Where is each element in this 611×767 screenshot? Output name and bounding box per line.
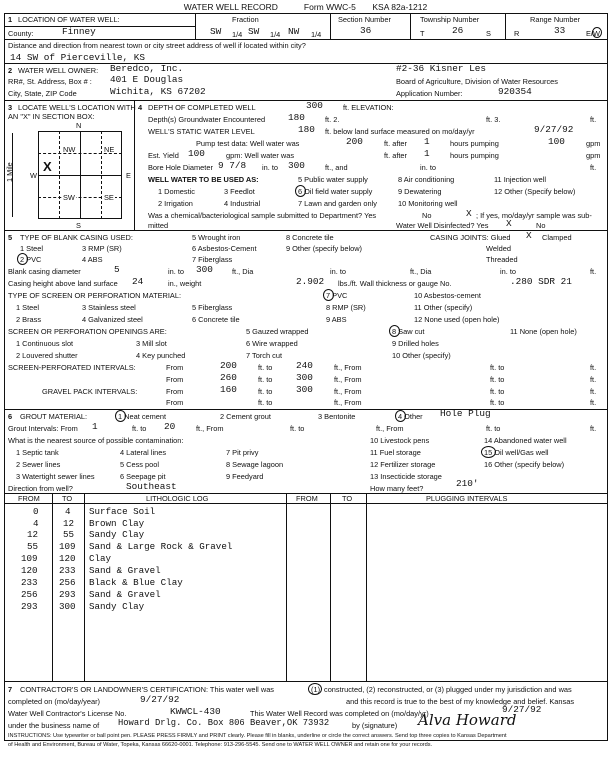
diameter-to-value[interactable]: 300 xyxy=(196,264,213,275)
chem-no: No xyxy=(422,211,432,220)
grout-ft-to-3: ft. to xyxy=(486,424,501,433)
height-value[interactable]: 24 xyxy=(132,276,144,287)
grout-from-value[interactable]: 1 xyxy=(92,421,98,432)
cert-line-3b: This Water Well Record was completed on (mo/day/yr) xyxy=(250,709,429,718)
height-label: Casing height above land surface xyxy=(8,279,118,288)
groundwater-label: Depth(s) Groundwater Encountered xyxy=(148,115,266,124)
section-6-number: 6 xyxy=(8,412,13,421)
cert-license-label: Water Well Contractor's License No. xyxy=(8,709,127,718)
casing-abs[interactable]: 4 ABS xyxy=(82,255,103,264)
contam-pit[interactable]: 7 Pit privy xyxy=(226,448,259,457)
gravel-ft-2: ft., From xyxy=(334,398,362,407)
weight-value[interactable]: 2.902 xyxy=(296,276,325,287)
chem-x[interactable]: X xyxy=(466,208,472,219)
range-ew: E/W xyxy=(586,29,600,38)
log-to[interactable]: 55 xyxy=(63,529,75,540)
gravel-to-b: ft. to xyxy=(490,387,505,396)
chem-rest: ; If yes, mo/day/yr sample was sub- xyxy=(476,211,592,220)
pump-after: ft. after xyxy=(384,139,408,148)
locate-label-2: AN "X" IN SECTION BOX: xyxy=(8,112,95,121)
section-7-number: 7 xyxy=(8,685,13,694)
static-date[interactable]: 9/27/92 xyxy=(534,124,574,135)
log-row xyxy=(7,590,604,601)
range-label: Range Number xyxy=(530,15,581,24)
diameter-ft-dia-2: ft., Dia xyxy=(410,267,432,276)
county-label: County: xyxy=(8,29,34,38)
pump-value[interactable]: 200 xyxy=(346,136,363,147)
range-west-circle xyxy=(592,27,602,38)
distance-value[interactable]: 14 SW of Pierceville, KS xyxy=(10,52,146,63)
perf-from-1-value[interactable]: 200 xyxy=(220,360,237,371)
perf-to-1b: ft. to xyxy=(490,363,505,372)
use-industrial[interactable]: 4 Industrial xyxy=(224,199,261,208)
log-row xyxy=(7,542,604,553)
gravel-to: ft. to xyxy=(258,387,273,396)
perf-to-2-value[interactable]: 300 xyxy=(296,372,313,383)
static-label: WELL'S STATIC WATER LEVEL xyxy=(148,127,255,136)
yield-hours[interactable]: 1 xyxy=(424,148,430,159)
direction-value[interactable]: Southeast xyxy=(126,481,177,492)
contam-livestock[interactable]: 10 Livestock pens xyxy=(370,436,430,445)
use-monitoring[interactable]: 10 Monitoring well xyxy=(398,199,458,208)
diameter-ft: ft. xyxy=(590,267,597,276)
perf-from-1: From xyxy=(166,363,184,372)
use-other[interactable]: 12 Other (Specify below) xyxy=(494,187,576,196)
log-to[interactable]: 12 xyxy=(63,518,75,529)
application-value[interactable]: 920354 xyxy=(498,86,532,97)
yield-gpm: gpm: Well water was xyxy=(226,151,295,160)
open-wire[interactable]: 6 Wire wrapped xyxy=(246,339,298,348)
log-row xyxy=(7,530,604,541)
owner-label: WATER WELL OWNER: xyxy=(18,66,99,75)
instructions-line-1: INSTRUCTIONS: Use typewriter or ball point pen. PLEASE PRESS FIRMLY and PRINT clearly. Please fill in blanks, underline or circle the correct answers. Send top three copies to Kansas Department xyxy=(8,733,507,739)
casing-concrete[interactable]: 8 Concrete tile xyxy=(286,233,334,242)
fraction-1[interactable]: SW xyxy=(210,26,222,37)
instructions-line-2: of Health and Environment, Bureau of Water, Topeka, Kansas 66620-0001. Telephone: 913-296-5545. Send one to WATER WELL OWNER and retain one for your records. xyxy=(8,742,433,748)
log-from[interactable]: 233 xyxy=(21,577,38,588)
log-from[interactable]: 12 xyxy=(27,529,39,540)
contam-insecticide[interactable]: 13 Insecticide storage xyxy=(370,472,442,481)
use-domestic[interactable]: 1 Domestic xyxy=(158,187,195,196)
section-5-number: 5 xyxy=(8,233,13,242)
joints-glued-x[interactable]: X xyxy=(526,230,532,241)
quarter-1: 1/4 xyxy=(232,30,243,39)
screen-rmp[interactable]: 8 RMP (SR) xyxy=(326,303,366,312)
log-lithology[interactable]: Sandy Clay xyxy=(89,529,145,540)
screen-asbestos[interactable]: 10 Asbestos-cement xyxy=(414,291,481,300)
static-value[interactable]: 180 xyxy=(298,124,315,135)
perf-ft-2b: ft. xyxy=(590,375,597,384)
grout-cement[interactable]: 2 Cement grout xyxy=(220,412,271,421)
log-lithology[interactable]: Sandy Clay xyxy=(89,601,145,612)
log-header-from-2: FROM xyxy=(296,494,318,503)
perf-from-2-value[interactable]: 260 xyxy=(220,372,237,383)
mitted-label: mitted xyxy=(148,221,169,230)
gravel-from-2: From xyxy=(166,398,184,407)
use-dewatering[interactable]: 9 Dewatering xyxy=(398,187,442,196)
casing-rmp[interactable]: 3 RMP (SR) xyxy=(82,244,122,253)
open-key[interactable]: 4 Key punched xyxy=(136,351,186,360)
yield-gpm-label: gpm xyxy=(586,151,601,160)
use-injection[interactable]: 11 Injection well xyxy=(494,175,547,184)
open-saw[interactable]: 8 Saw cut xyxy=(392,327,425,336)
log-from[interactable]: 0 xyxy=(33,506,39,517)
log-row xyxy=(7,507,604,518)
cert-line-2b: and this record is true to the best of my knowledge and belief. Kansas xyxy=(346,697,575,706)
contam-lagoon[interactable]: 8 Sewage lagoon xyxy=(226,460,284,469)
casing-wrought[interactable]: 5 Wrought iron xyxy=(192,233,241,242)
township-label: Township Number xyxy=(420,15,480,24)
groundwater-1[interactable]: 180 xyxy=(288,112,305,123)
bore-label: Bore Hole Diameter xyxy=(148,163,213,172)
grout-neat-circle xyxy=(115,410,126,422)
log-row xyxy=(7,566,604,577)
range-value[interactable]: 33 xyxy=(554,25,566,36)
grout-ft: ft. xyxy=(590,424,597,433)
diameter-in-to: in. to xyxy=(168,267,185,276)
diameter-in-to-2: in. to xyxy=(330,267,347,276)
pump-hours[interactable]: 1 xyxy=(424,136,430,147)
pump-label: Pump test data: Well water was xyxy=(196,139,300,148)
location-label: LOCATION OF WATER WELL: xyxy=(18,15,120,24)
quarter-2: 1/4 xyxy=(270,30,281,39)
grout-to-value[interactable]: 20 xyxy=(164,421,176,432)
diameter-ft-dia: ft., Dia xyxy=(232,267,254,276)
mile-scale-label: 1 Mile xyxy=(5,162,14,182)
joints-threaded[interactable]: Threaded xyxy=(486,255,518,264)
cert-business-label: under the business name of xyxy=(8,721,100,730)
contam-seepage[interactable]: 6 Seepage pit xyxy=(120,472,166,481)
log-header-plugging: PLUGGING INTERVALS xyxy=(426,494,508,503)
open-gauzed[interactable]: 5 Gauzed wrapped xyxy=(246,327,309,336)
contam-fertilizer[interactable]: 12 Fertilizer storage xyxy=(370,460,436,469)
screen-brass[interactable]: 2 Brass xyxy=(16,315,42,324)
log-lithology[interactable]: Surface Soil xyxy=(89,506,156,517)
cert-signature[interactable]: Alva Howard xyxy=(418,711,517,729)
application-label: Application Number: xyxy=(396,89,463,98)
section-3-number: 3 xyxy=(8,103,13,112)
static-rest: ft. below land surface measured on mo/day/yr xyxy=(325,127,475,136)
form-title: WATER WELL RECORD xyxy=(183,2,278,12)
casing-steel[interactable]: 1 Steel xyxy=(20,244,44,253)
cert-constructed-circle xyxy=(308,683,322,695)
use-air[interactable]: 8 Air conditioning xyxy=(398,175,455,184)
grid-sw: SW xyxy=(63,193,75,202)
fraction-3[interactable]: NW xyxy=(288,26,300,37)
address-label: RR#, St. Address, Box # : xyxy=(8,77,92,86)
cert-line-1: CONTRACTOR'S OR LANDOWNER'S CERTIFICATION: This water well was xyxy=(20,685,274,694)
joints-label: CASING JOINTS: Glued xyxy=(430,233,511,242)
owner-value[interactable]: Beredco, Inc. xyxy=(110,63,184,74)
diameter-in-to-3: in. to xyxy=(500,267,517,276)
fraction-2[interactable]: SW xyxy=(248,26,260,37)
gravel-ft-2b: ft. xyxy=(590,398,597,407)
city-label: City, State, ZIP Code xyxy=(8,89,77,98)
grid-ne: NE xyxy=(104,145,115,154)
grout-ft-from: ft., From xyxy=(196,424,224,433)
contam-sewer[interactable]: 2 Sewer lines xyxy=(16,460,61,469)
open-saw-circle xyxy=(389,325,400,337)
openings-label: SCREEN OR PERFORATION OPENINGS ARE: xyxy=(8,327,167,336)
perf-label: SCREEN-PERFORATED INTERVALS: xyxy=(8,363,136,372)
log-to[interactable]: 256 xyxy=(59,577,76,588)
log-lithology[interactable]: Brown Clay xyxy=(89,518,145,529)
use-irrigation[interactable]: 2 Irrigation xyxy=(158,199,193,208)
pump-gpm[interactable]: 100 xyxy=(548,136,565,147)
use-lawn[interactable]: 7 Lawn and garden only xyxy=(298,199,377,208)
log-row xyxy=(7,602,604,613)
gravel-ft-b: ft. xyxy=(590,387,597,396)
log-lithology[interactable]: Sand & Large Rock & Gravel xyxy=(89,541,233,552)
casing-pvc-circle xyxy=(17,253,28,265)
open-torch[interactable]: 7 Torch cut xyxy=(246,351,283,360)
screen-other[interactable]: 11 Other (specify) xyxy=(414,303,473,312)
log-from[interactable]: 256 xyxy=(21,589,38,600)
contam-septic[interactable]: 1 Septic tank xyxy=(16,448,59,457)
contam-watertight[interactable]: 3 Watertight sewer lines xyxy=(16,472,95,481)
log-header-to-2: TO xyxy=(342,494,353,503)
log-row xyxy=(7,554,604,565)
section-2-number: 2 xyxy=(8,66,13,75)
gravel-to-2b: ft. to xyxy=(490,398,505,407)
groundwater-rest: ft. 2. xyxy=(325,115,340,124)
log-to[interactable]: 4 xyxy=(65,506,71,517)
groundwater-3-label: ft. 3. xyxy=(486,115,501,124)
section-4-number: 4 xyxy=(138,103,143,112)
address-value[interactable]: 401 E Douglas xyxy=(110,74,184,85)
gravel-ft: ft., From xyxy=(334,387,362,396)
perf-to-2b: ft. to xyxy=(490,375,505,384)
bore-to-value[interactable]: 300 xyxy=(288,160,305,171)
bore-ft-2: ft. xyxy=(590,163,597,172)
ksa-reference: KSA 82a-1212 xyxy=(372,2,428,12)
disinfected-label: Water Well Disinfected? Yes xyxy=(396,221,489,230)
section-1-number: 1 xyxy=(8,15,13,24)
contam-abandoned[interactable]: 14 Abandoned water well xyxy=(484,436,567,445)
casing-label: TYPE OF BLANK CASING USED: xyxy=(20,233,133,242)
chem-label: Was a chemical/bacteriological sample submitted to Department? Yes xyxy=(148,211,377,220)
contam-oil-gas-circle xyxy=(481,446,496,458)
yield-value[interactable]: 100 xyxy=(188,148,205,159)
diameter-label: Blank casing diameter xyxy=(8,267,81,276)
township-value[interactable]: 26 xyxy=(452,25,464,36)
contam-cess[interactable]: 5 Cess pool xyxy=(120,460,160,469)
disinfected-x[interactable]: X xyxy=(506,218,512,229)
use-public[interactable]: 5 Public water supply xyxy=(298,175,368,184)
cert-license-value[interactable]: KWWCL-430 xyxy=(170,706,221,717)
perf-to-1: ft. to xyxy=(258,363,273,372)
gravel-from: From xyxy=(166,387,184,396)
grout-bentonite[interactable]: 3 Bentonite xyxy=(318,412,356,421)
direction-label: Direction from well? xyxy=(8,484,73,493)
east-label: E xyxy=(126,171,131,180)
screen-concrete[interactable]: 6 Concrete tile xyxy=(192,315,240,324)
distance-label: Distance and direction from nearest town or city street address of well if located within city? xyxy=(8,41,306,50)
bore-ft-and: ft., and xyxy=(325,163,348,172)
grout-intervals-label: Grout Intervals: From xyxy=(8,424,78,433)
range-r: R xyxy=(514,29,520,38)
perf-to-1-value[interactable]: 240 xyxy=(296,360,313,371)
perf-ft-2: ft., From xyxy=(334,375,362,384)
gauge-value[interactable]: .280 SDR 21 xyxy=(510,276,572,287)
north-label: N xyxy=(76,121,82,130)
township-s: S xyxy=(486,29,491,38)
grout-other[interactable]: 4 Other xyxy=(398,412,423,421)
depth-value[interactable]: 300 xyxy=(306,100,323,111)
log-lithology[interactable]: Black & Blue Clay xyxy=(89,577,183,588)
weight-rest: lbs./ft. Wall thickness or gauge No. xyxy=(338,279,452,288)
cert-signature-label: by (signature) xyxy=(352,721,398,730)
use-oil-field-circle xyxy=(295,185,306,197)
city-value[interactable]: Wichita, KS 67202 xyxy=(110,86,206,97)
log-to[interactable]: 120 xyxy=(59,553,76,564)
screen-abs[interactable]: 9 ABS xyxy=(326,315,347,324)
screen-galvanized[interactable]: 4 Galvanized steel xyxy=(82,315,143,324)
bore-value[interactable]: 9 7/8 xyxy=(218,160,247,171)
west-label: W xyxy=(30,171,37,180)
locate-label-1: LOCATE WELL'S LOCATION WITH xyxy=(18,103,136,112)
screen-none[interactable]: 12 None used (open hole) xyxy=(414,315,500,324)
log-to[interactable]: 293 xyxy=(59,589,76,600)
south-label: S xyxy=(76,221,81,230)
casing-asbestos[interactable]: 6 Asbestos-Cement xyxy=(192,244,257,253)
open-drilled[interactable]: 9 Drilled holes xyxy=(392,339,439,348)
well-location-x[interactable]: X xyxy=(43,159,52,174)
open-louvered[interactable]: 2 Louvered shutter xyxy=(16,351,78,360)
grout-ft-to-2: ft. to xyxy=(290,424,305,433)
joints-welded[interactable]: Welded xyxy=(486,244,511,253)
casing-pvc[interactable]: 2 PVC xyxy=(20,255,42,264)
gravel-to-2: ft. to xyxy=(258,398,273,407)
gravel-label: GRAVEL PACK INTERVALS: xyxy=(42,387,138,396)
cert-record-date[interactable]: 9/27/92 xyxy=(502,704,542,715)
log-from[interactable]: 120 xyxy=(21,565,38,576)
depth-label: DEPTH OF COMPLETED WELL xyxy=(148,103,256,112)
section-number-label: Section Number xyxy=(338,15,391,24)
open-other[interactable]: 10 Other (specify) xyxy=(392,351,451,360)
pump-gpm-label: gpm xyxy=(586,139,601,148)
grid-nw: NW xyxy=(63,145,76,154)
screen-steel[interactable]: 1 Steel xyxy=(16,303,40,312)
bore-in-to-2: in. to xyxy=(420,163,437,172)
cert-option-1[interactable]: (1) xyxy=(311,685,321,694)
screen-label: TYPE OF SCREEN OR PERFORATION MATERIAL: xyxy=(8,291,182,300)
elevation-label: ft. ELEVATION: xyxy=(343,103,394,112)
log-header-lithology: LITHOLOGIC LOG xyxy=(146,494,209,503)
grout-other-value[interactable]: Hole Plug xyxy=(440,408,491,419)
log-lithology[interactable]: Sand & Gravel xyxy=(89,589,161,600)
log-row xyxy=(7,578,604,589)
perf-from-2: From xyxy=(166,375,184,384)
use-label: WELL WATER TO BE USED AS: xyxy=(148,175,259,184)
contam-feedyard[interactable]: 9 Feedyard xyxy=(226,472,264,481)
groundwater-ft: ft. xyxy=(590,115,597,124)
cert-line-1b: constructed, (2) reconstructed, or (3) plugged under my jurisdiction and was xyxy=(324,685,572,694)
contam-other[interactable]: 16 Other (specify below) xyxy=(484,460,565,469)
contam-lateral[interactable]: 4 Lateral lines xyxy=(120,448,167,457)
form-number: Form WWC-5 xyxy=(303,2,356,12)
yield-hours-label: hours pumping xyxy=(450,151,499,160)
joints-clamped[interactable]: Clamped xyxy=(542,233,572,242)
height-in-weight: in., weight xyxy=(168,279,202,288)
grout-neat[interactable]: 1 Neat cement xyxy=(118,412,167,421)
feet-value[interactable]: 210' xyxy=(456,478,479,489)
fraction-label: Fraction xyxy=(232,15,259,24)
form-header xyxy=(0,3,611,12)
log-from[interactable]: 109 xyxy=(21,553,38,564)
perf-ft-1: ft., From xyxy=(334,363,362,372)
screen-fiberglass[interactable]: 5 Fiberglass xyxy=(192,303,233,312)
screen-pvc-circle xyxy=(323,289,334,301)
open-none[interactable]: 11 None (open hole) xyxy=(510,327,577,336)
gravel-from-value[interactable]: 160 xyxy=(220,384,237,395)
yield-after: ft. after xyxy=(384,151,408,160)
perf-to-2: ft. to xyxy=(258,375,273,384)
log-lithology[interactable]: Clay xyxy=(89,553,112,564)
pump-hours-label: hours pumping xyxy=(450,139,499,148)
cert-completed-label: completed on (mo/day/year) xyxy=(8,697,101,706)
screen-stainless[interactable]: 3 Stainless steel xyxy=(82,303,136,312)
well-id[interactable]: #2-36 Kisner Les xyxy=(396,63,487,74)
log-lithology[interactable]: Sand & Gravel xyxy=(89,565,161,576)
grout-ft-to: ft. to xyxy=(132,424,147,433)
log-header-to: TO xyxy=(62,494,73,503)
use-oil-field[interactable]: 6 Oil field water supply xyxy=(298,187,373,196)
board-label: Board of Agriculture, Division of Water Resources xyxy=(396,77,558,86)
diameter-value[interactable]: 5 xyxy=(114,264,120,275)
grout-label: GROUT MATERIAL: xyxy=(20,412,88,421)
perf-ft-1b: ft. xyxy=(590,363,597,372)
county-value[interactable]: Finney xyxy=(62,26,96,37)
township-t: T xyxy=(420,29,425,38)
grid-se: SE xyxy=(104,193,114,202)
bore-in-to: in. to xyxy=(262,163,279,172)
casing-other[interactable]: 9 Other (specify below) xyxy=(286,244,362,253)
log-to[interactable]: 233 xyxy=(59,565,76,576)
quarter-3: 1/4 xyxy=(311,30,322,39)
log-from[interactable]: 55 xyxy=(27,541,39,552)
screen-pvc[interactable]: 7 PVC xyxy=(326,291,348,300)
log-from[interactable]: 4 xyxy=(33,518,39,529)
contam-fuel[interactable]: 11 Fuel storage xyxy=(370,448,421,457)
contam-oil-gas[interactable]: 15 Oil well/Gas well xyxy=(484,448,549,457)
yield-label: Est. Yield xyxy=(148,151,179,160)
casing-fiberglass[interactable]: 7 Fiberglass xyxy=(192,255,233,264)
use-feedlot[interactable]: 3 Feedlot xyxy=(224,187,255,196)
log-to[interactable]: 109 xyxy=(59,541,76,552)
gravel-to-value[interactable]: 300 xyxy=(296,384,313,395)
open-mill[interactable]: 3 Mill slot xyxy=(136,339,167,348)
grout-other-circle xyxy=(395,410,406,422)
disinfected-no: No xyxy=(536,221,546,230)
contam-label: What is the nearest source of possible contamination: xyxy=(8,436,184,445)
log-header-from: FROM xyxy=(18,494,40,503)
section-number-value[interactable]: 36 xyxy=(360,25,372,36)
feet-label: How many feet? xyxy=(370,484,424,493)
cert-completed-date[interactable]: 9/27/92 xyxy=(140,694,180,705)
cert-business-value[interactable]: Howard Drlg. Co. Box 806 Beaver,OK 73932 xyxy=(118,718,330,728)
open-continuous[interactable]: 1 Continuous slot xyxy=(16,339,74,348)
log-from[interactable]: 293 xyxy=(21,601,38,612)
grout-ft-from-2: ft., From xyxy=(376,424,404,433)
log-to[interactable]: 300 xyxy=(59,601,76,612)
